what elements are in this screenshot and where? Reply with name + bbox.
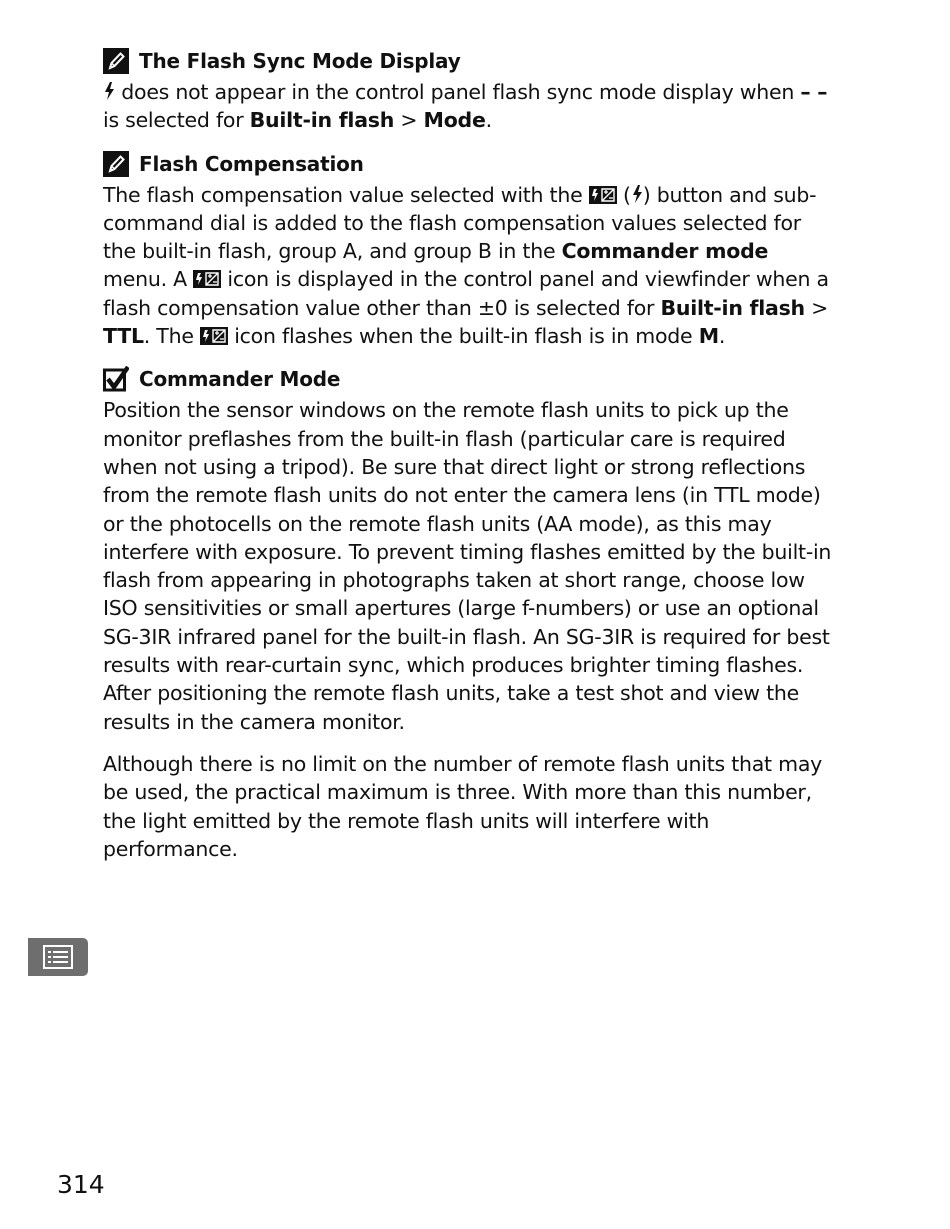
note-body-flash-compensation: The flash compensation value selected with the ( ) button and sub-command dial is added to the flash compensation values selected for the built-in flash, group A, and group B in the Commander mode menu. A icon is displayed in the control panel and viewfinder when a flash compensation value other than ±0 is selected for Built-in flash > TTL. The icon flashes when the built-in flash is in mode M. bbox=[103, 182, 829, 349]
note-heading-flash-compensation bbox=[103, 147, 833, 181]
caution-paragraph-2: Although there is no limit on the number of remote flash units that may be used, the practical maximum is three. With more than this number, the light emitted by the remote flash units will interfere with performance. bbox=[103, 751, 823, 861]
menu-list-icon bbox=[43, 945, 73, 969]
flash-compensation-icon bbox=[200, 327, 228, 345]
page-content bbox=[103, 44, 833, 863]
caution-title: Commander Mode bbox=[139, 367, 341, 392]
menu-tab[interactable] bbox=[28, 938, 88, 976]
note-title: Flash Compensation bbox=[139, 151, 364, 176]
note-body-flash-sync: does not appear in the control panel flash sync mode display when – – is selected for Built-in flash > Mode. bbox=[103, 80, 828, 133]
caution-paragraph-1: Position the sensor windows on the remote flash units to pick up the monitor preflashes from the built-in flash (particular care is required when not using a tripod). Be sure that direct light or strong reflections from the remote flash units do not enter the camera lens (in TTL mode) or the photocells on the remote flash units (AA mode), as this may interfere with exposure. To prevent timing flashes emitted by the built-in flash from appearing in photographs taken at short range, choose low ISO sensitivities or small apertures (large f-numbers) or use an optional SG-3IR infrared panel for the built-in flash. An SG-3IR is required for best results with rear-curtain sync, which produces brighter timing flashes. After positioning the remote flash units, take a test shot and view the results in the camera monitor. bbox=[103, 398, 832, 734]
flash-bolt-icon bbox=[631, 184, 643, 204]
flash-compensation-icon bbox=[193, 270, 221, 288]
caution-heading-commander-mode bbox=[103, 362, 833, 396]
note-heading-flash-sync bbox=[103, 44, 833, 78]
pencil-note-icon bbox=[103, 151, 129, 177]
pencil-note-icon bbox=[103, 48, 129, 74]
flash-compensation-icon bbox=[589, 186, 617, 204]
page-number: 314 bbox=[57, 1170, 105, 1199]
flash-bolt-icon bbox=[103, 81, 115, 101]
checkmark-caution-icon bbox=[103, 366, 129, 392]
note-title: The Flash Sync Mode Display bbox=[139, 49, 461, 73]
